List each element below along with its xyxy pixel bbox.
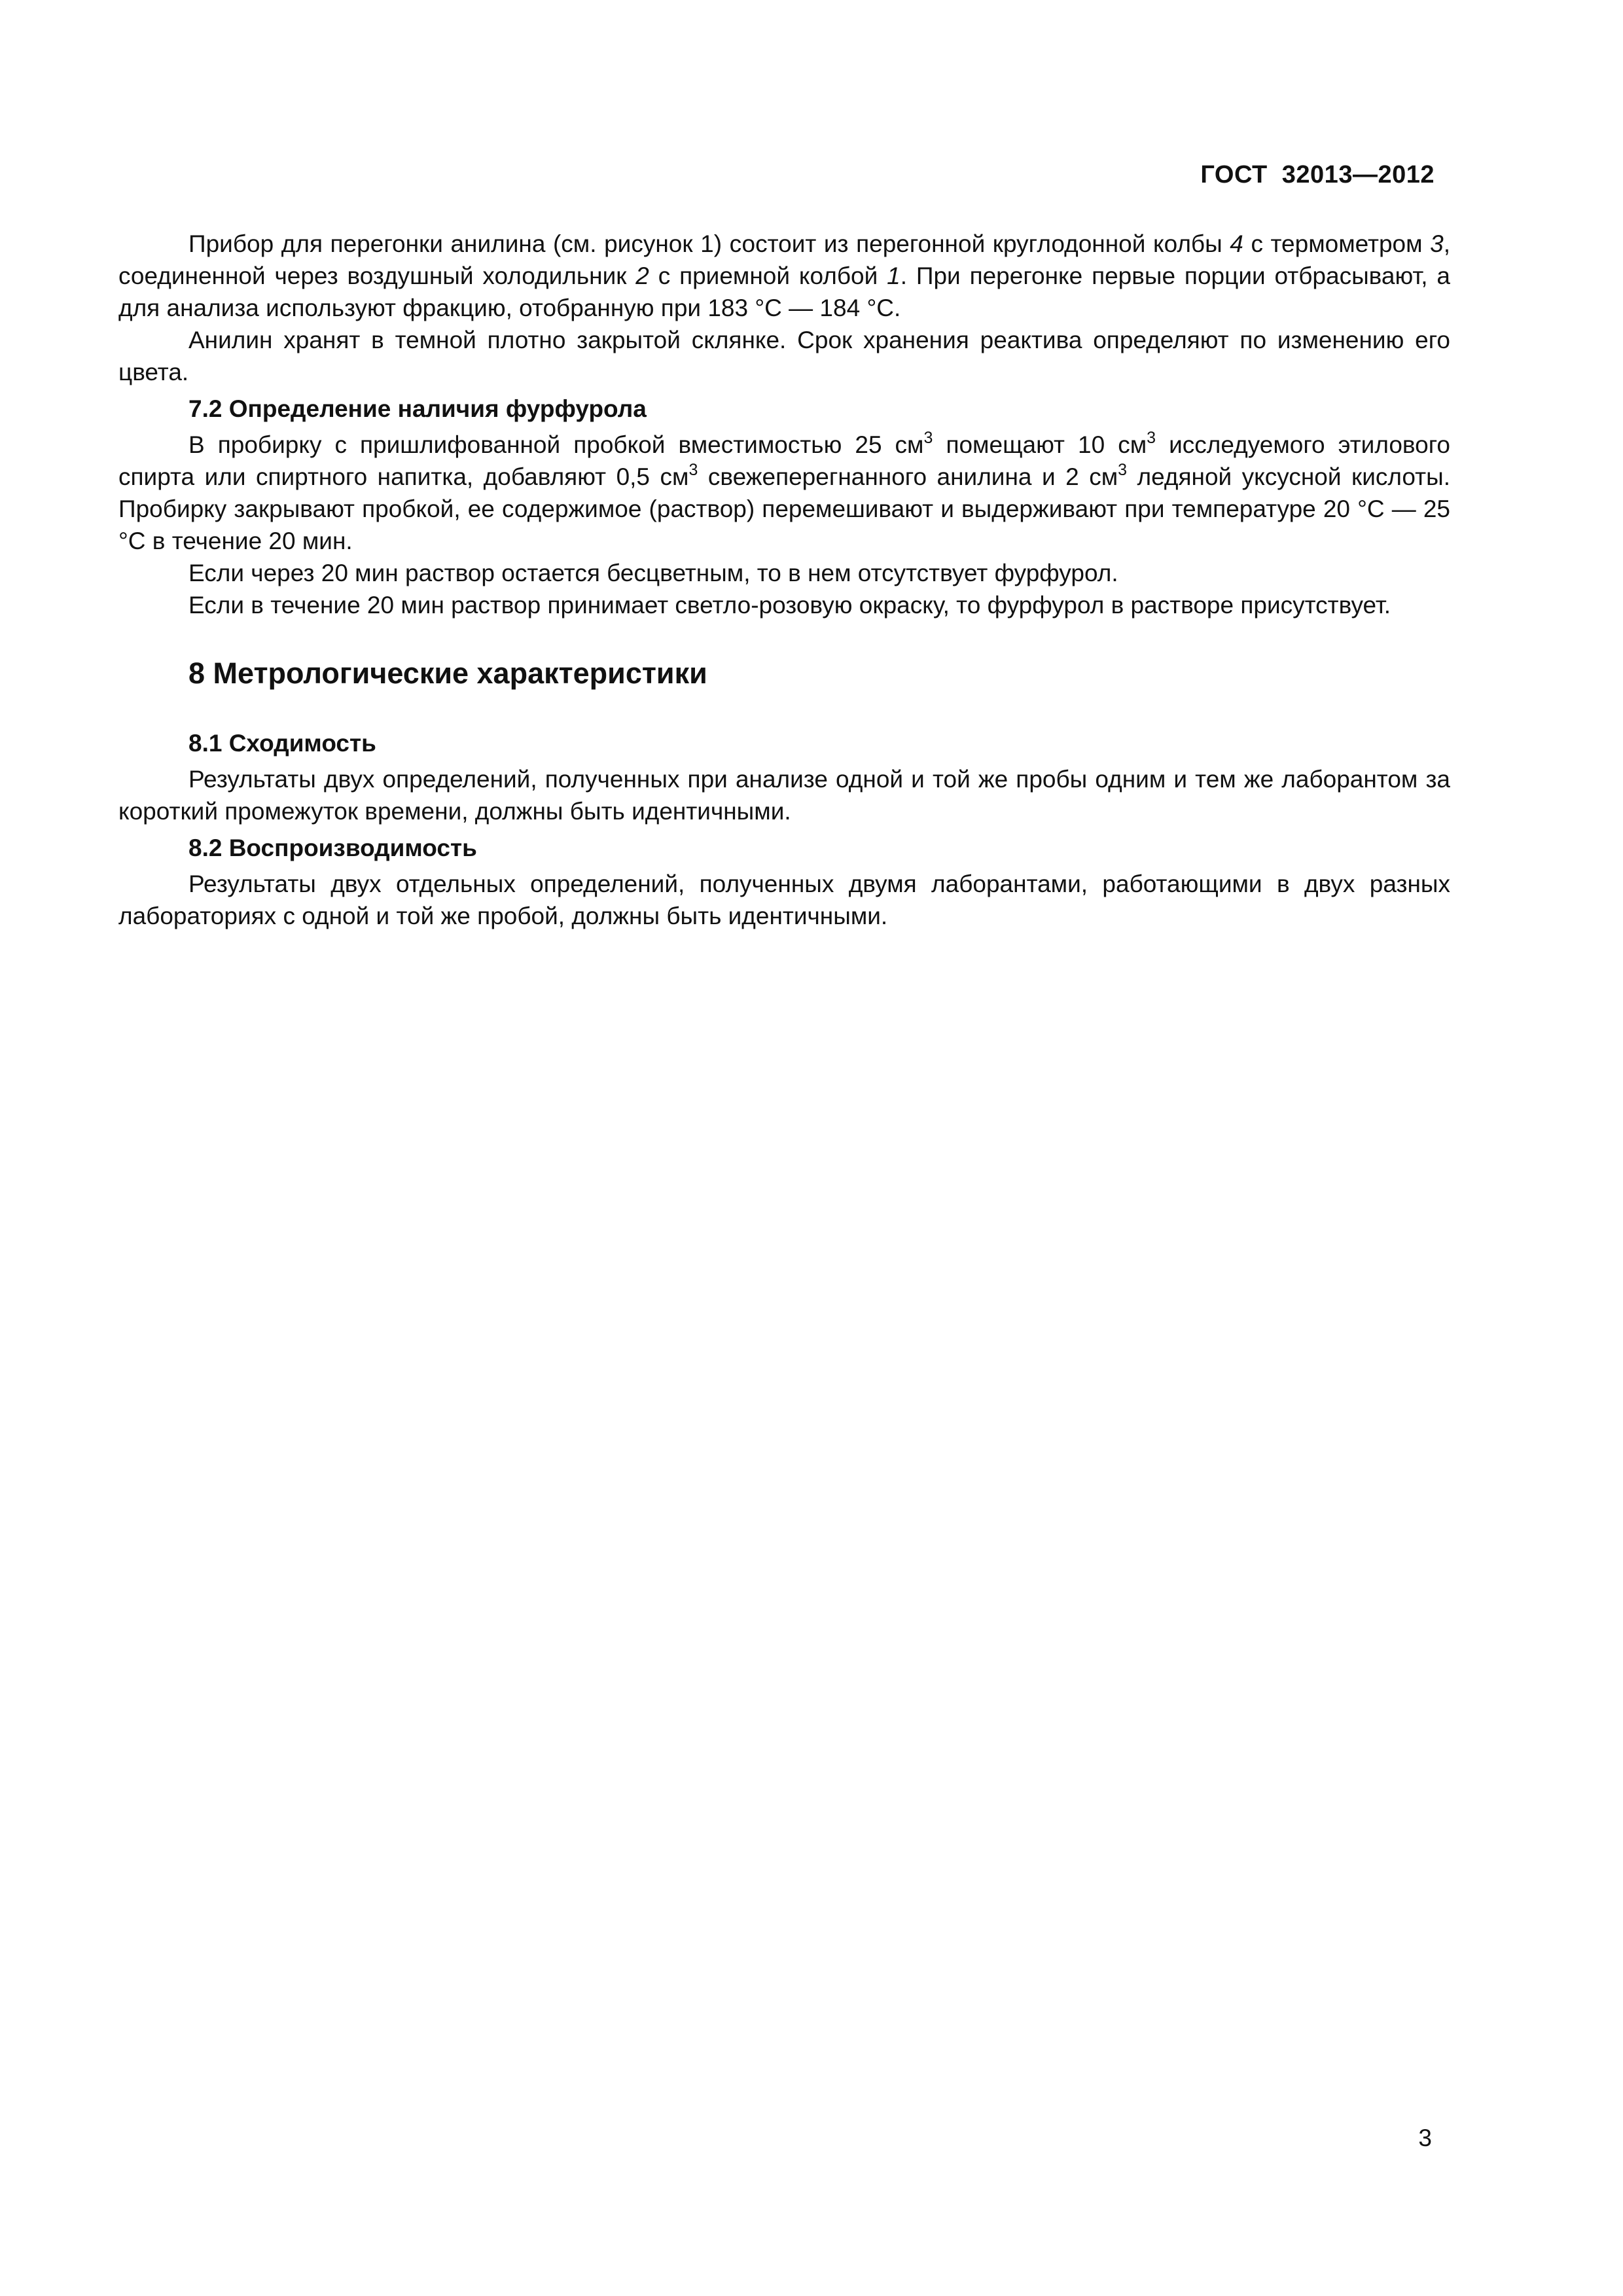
paragraph-text: с термометром [1243,230,1431,257]
paragraph-text: Прибор для перегонки анилина (см. рисунок 1) состоит из перегонной круглодонной колбы [188,230,1230,257]
superscript: 3 [688,460,698,479]
paragraph-text: В пробирку с пришлифованной пробкой вместимостью 25 см [188,431,924,458]
paragraph-distillation-apparatus [118,228,1450,324]
figure-ref-number: 3 [1430,230,1444,257]
document-body [118,228,1450,932]
paragraph-text: помещают 10 см [933,431,1147,458]
subsection-heading-7-2: 7.2 Определение наличия фурфурола [188,395,647,422]
superscript: 3 [923,428,933,447]
paragraph-text: с приемной колбой [649,262,887,289]
paragraph-test-procedure [118,429,1450,557]
superscript: 3 [1118,460,1128,479]
paragraph-aniline-storage: Анилин хранят в темной плотно закрытой склянке. Срок хранения реактива определяют по изменению его цвета. [118,327,1450,386]
paragraph-text: , соединенной через воздушный холодильник [118,230,1450,289]
paragraph-text: свежеперегнанного анилина и 2 см [698,463,1118,490]
subsection-heading-8-1: 8.1 Сходимость [188,730,376,757]
document-code: ГОСТ 32013—2012 [1200,161,1435,188]
subsection-heading-8-2: 8.2 Воспроизводимость [188,834,477,861]
paragraph-result-colorless: Если через 20 мин раствор остается бесцветным, то в нем отсутствует фурфурол. [188,560,1118,586]
section-heading-8: 8 Метрологические характеристики [188,656,707,690]
paragraph-text: ледяной уксусной кислоты. Пробирку закрывают пробкой, ее содержимое (раствор) перемешивают и выдерживают при температуре 20 °С — 25 °С в течение 20 мин. [118,463,1450,554]
paragraph-text: исследуемого этилового спирта или спиртного напитка, добавляют 0,5 см [118,431,1451,490]
page-number: 3 [1418,2125,1432,2151]
superscript: 3 [1147,428,1156,447]
figure-ref-number: 4 [1230,230,1243,257]
paragraph-text: . При перегонке первые порции отбрасывают, а для анализа используют фракцию, отобранную при 183 °С — 184 °С. [118,262,1450,321]
figure-ref-number: 1 [887,262,901,289]
paragraph-result-pink: Если в течение 20 мин раствор принимает светло-розовую окраску, то фурфурол в растворе присутствует. [188,592,1391,619]
paragraph-reproducibility: Результаты двух отдельных определений, полученных двумя лаборантами, работающими в двух разных лабораториях с одной и той же пробой, должны быть идентичными. [118,870,1450,929]
figure-ref-number: 2 [635,262,649,289]
paragraph-repeatability: Результаты двух определений, полученных при анализе одной и той же пробы одним и тем же лаборантом за короткий промежуток времени, должны быть идентичными. [118,766,1450,825]
